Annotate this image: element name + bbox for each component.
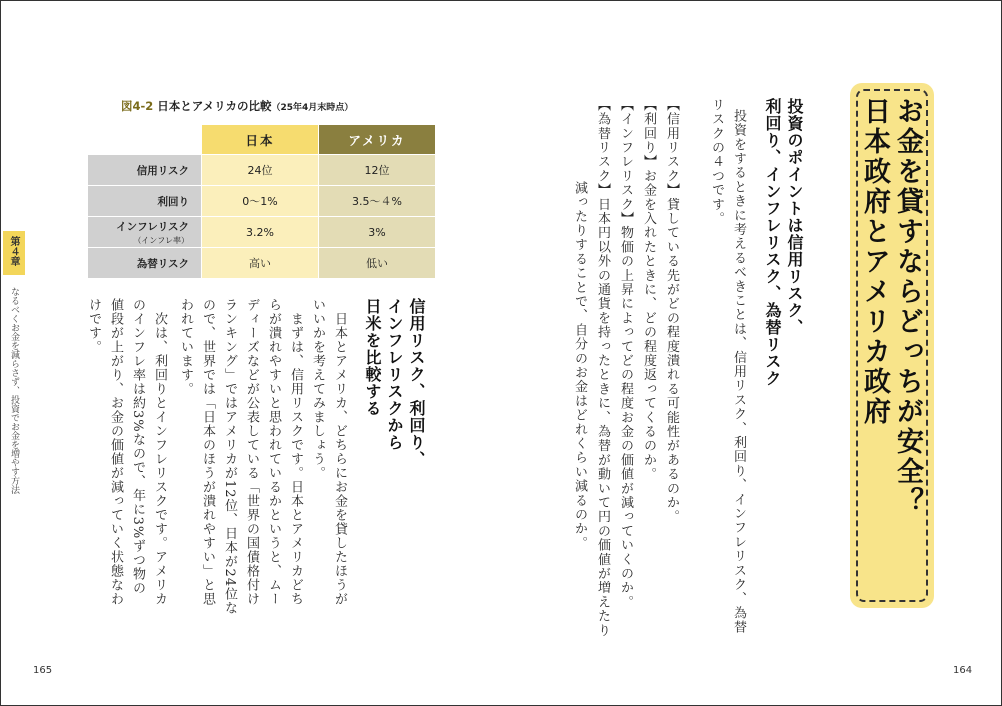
- body-line: ディーズなどが公表している「世界の国債格付け: [244, 298, 259, 606]
- figure-note: （25年4月末時点）: [271, 103, 354, 113]
- section-heading-line-3: 日米を比較する: [363, 298, 382, 417]
- body-line: 値段が上がり、お金の価値が減っていく状態なわ: [108, 298, 123, 606]
- row-header: 為替リスク: [88, 248, 202, 279]
- cell-usa: 12位: [319, 155, 436, 186]
- table-caption: [121, 98, 353, 114]
- body-line: 【信用リスク】貸している先がどの程度潰れる可能性があるのか。: [664, 98, 679, 524]
- figure-label: 図4-2: [121, 99, 154, 113]
- table-header-row: [88, 125, 436, 155]
- body-line: 【為替リスク】日本円以外の通貨を持ったときに、為替が動いて円の価値が増えたり: [595, 98, 610, 638]
- body-line: 次は、利回りとインフレリスクです。アメリカ: [152, 312, 167, 606]
- body-line: リスクの４つです。: [709, 98, 724, 226]
- cell-japan: 3.2%: [202, 217, 319, 248]
- column-header-japan: 日本: [202, 125, 319, 155]
- cell-japan: 24位: [202, 155, 319, 186]
- cell-japan: 0〜1%: [202, 186, 319, 217]
- page-number-left: 165: [33, 665, 53, 676]
- page-number-right: 164: [953, 665, 973, 676]
- body-line: ランキング」ではアメリカが12位、日本が24位な: [222, 298, 237, 616]
- table-corner: [88, 125, 202, 155]
- body-line: いいかを考えてみましょう。: [310, 298, 325, 480]
- table-row: [88, 155, 436, 186]
- body-line: らが潰れやすいと思われているかというと、ムー: [266, 298, 281, 606]
- body-line: ので、世界では「日本のほうが潰れやすい」と思: [200, 298, 215, 606]
- cell-usa: 3.5〜４%: [319, 186, 436, 217]
- body-line: 【インフレリスク】物価の上昇によってどの程度お金の価値が減っていくのか。: [618, 98, 633, 610]
- body-line: 投資をするときに考えるべきことは、信用リスク、利回り、インフレリスク、為替: [731, 109, 746, 635]
- comparison-table: [87, 124, 436, 279]
- body-line: 減ったりすることで、自分のお金はどれくらい減るのか。: [572, 181, 587, 551]
- body-line: まずは、信用リスクです。日本とアメリカどち: [288, 312, 303, 606]
- body-line: のインフレ率は約3%なので、年に3%ずつ物の: [130, 298, 145, 596]
- body-line: けです。: [86, 298, 101, 354]
- cell-japan: 高い: [202, 248, 319, 279]
- section-heading-line-1: 信用リスク、利回り、: [407, 298, 426, 468]
- row-header: インフレリスク （インフレ率）: [88, 217, 202, 248]
- table-row: [88, 248, 436, 279]
- body-line: われています。: [178, 298, 193, 396]
- section-heading-line-2: インフレリスクから: [385, 298, 404, 451]
- body-line: 【利回り】お金を入れたときに、どの程度返ってくるのか。: [641, 98, 656, 482]
- row-header: 信用リスク: [88, 155, 202, 186]
- table-row: [88, 186, 436, 217]
- section-heading-line-1: 投資のポイントは信用リスク、: [785, 98, 804, 336]
- running-head: なるべくお金を減らさず、投資でお金を増やす方法: [9, 287, 19, 494]
- row-header: 利回り: [88, 186, 202, 217]
- chapter-label: 第４章: [8, 236, 19, 266]
- chapter-title-line-2: 日本政府とアメリカ政府: [859, 97, 890, 427]
- cell-usa: 3%: [319, 217, 436, 248]
- figure-title: 日本とアメリカの比較: [157, 99, 272, 113]
- body-line: 日本とアメリカ、どちらにお金を貸したほうが: [332, 312, 347, 606]
- column-header-usa: アメリカ: [319, 125, 436, 155]
- table-row: [88, 217, 436, 248]
- cell-usa: 低い: [319, 248, 436, 279]
- row-subheader: （インフレ率）: [133, 235, 189, 245]
- chapter-title-line-1: お金を貸すならどっちが安全？: [892, 97, 923, 517]
- section-heading-line-2: 利回り、インフレリスク、為替リスク: [763, 98, 782, 387]
